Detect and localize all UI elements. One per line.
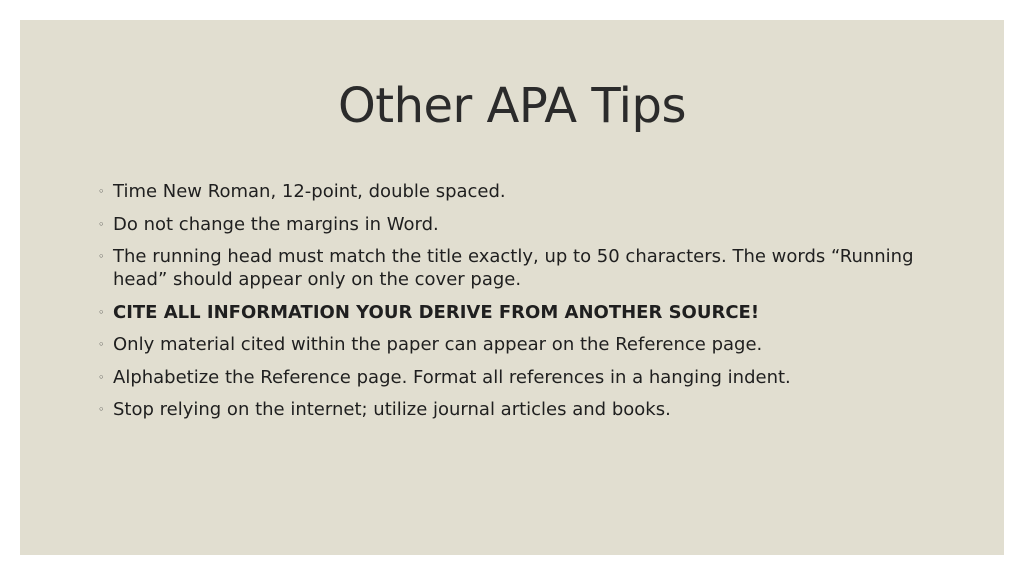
bullet-marker-icon: ◦ — [98, 217, 105, 231]
bullet-item — [98, 245, 928, 291]
bullet-marker-icon: ◦ — [98, 370, 105, 384]
bullet-text: Time New Roman, 12-point, double spaced. — [113, 181, 506, 202]
bullet-item — [98, 180, 928, 203]
bullet-text: Stop relying on the internet; utilize journal articles and books. — [113, 399, 671, 420]
bullet-item — [98, 333, 928, 356]
bullet-marker-icon: ◦ — [98, 403, 105, 416]
bullet-marker-icon: ◦ — [98, 185, 105, 198]
bullet-marker-icon: ◦ — [98, 338, 105, 351]
bullet-text: Only material cited within the paper can appear on the Reference page. — [113, 334, 763, 355]
bullet-item — [98, 301, 928, 324]
slide — [20, 20, 1004, 555]
bullet-marker-icon: ◦ — [98, 305, 105, 319]
bullet-text: Do not change the margins in Word. — [113, 213, 439, 235]
bullet-list — [98, 180, 928, 431]
bullet-text: CITE ALL INFORMATION YOUR DERIVE FROM ANOTHER SOURCE! — [113, 301, 760, 323]
bullet-item — [98, 398, 928, 421]
bullet-marker-icon: ◦ — [98, 250, 105, 263]
bullet-text: The running head must match the title exactly, up to 50 characters. The words “Running head” should appear only on the cover page. — [113, 246, 914, 290]
bullet-item — [98, 213, 928, 236]
slide-title: Other APA Tips — [337, 78, 686, 134]
bullet-item — [98, 366, 928, 389]
bullet-text: Alphabetize the Reference page. Format all references in a hanging indent. — [113, 366, 791, 388]
